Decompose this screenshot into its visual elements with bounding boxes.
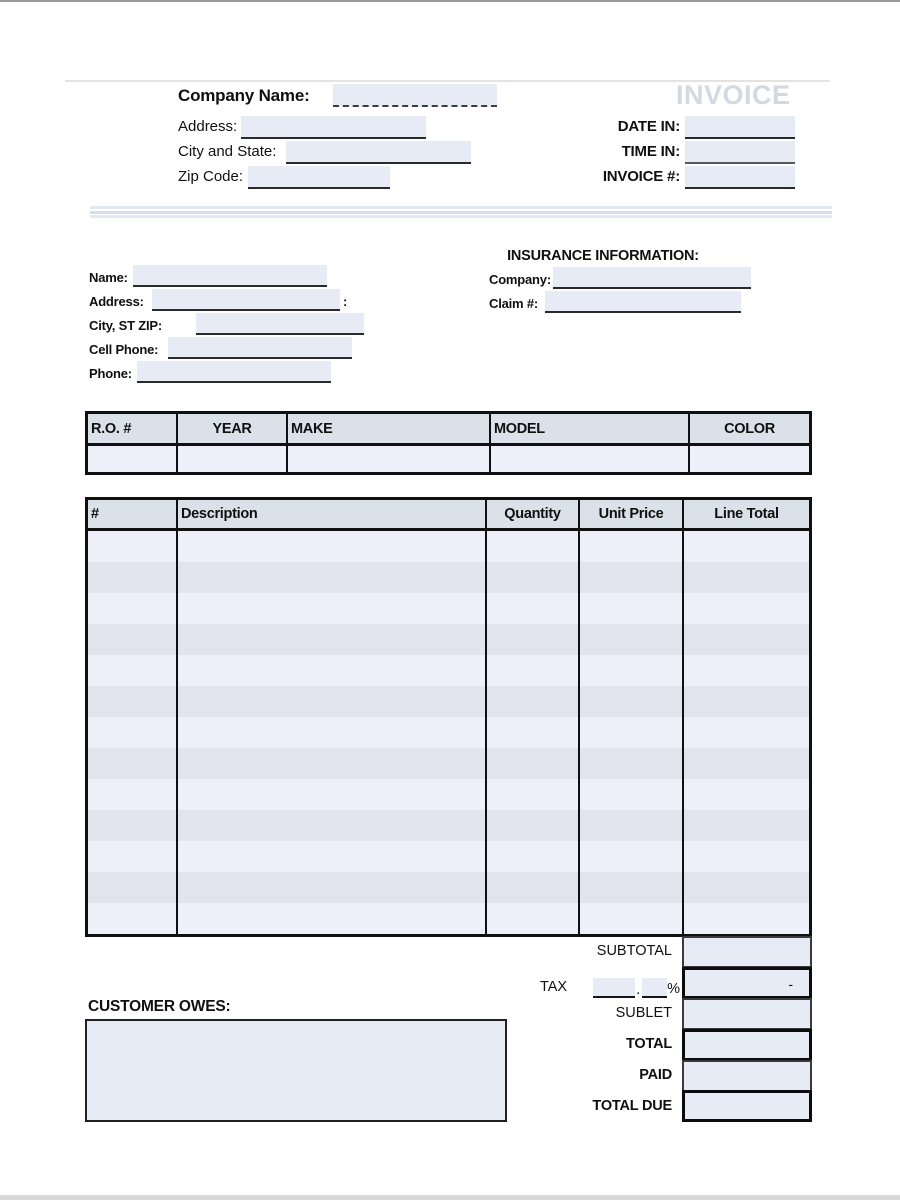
items-table-cell[interactable] bbox=[684, 562, 809, 593]
items-table-row bbox=[88, 624, 809, 655]
items-table-cell[interactable] bbox=[88, 748, 178, 779]
items-table-cell[interactable] bbox=[88, 841, 178, 872]
items-table-cell[interactable] bbox=[487, 872, 580, 903]
items-table-cell[interactable] bbox=[684, 593, 809, 624]
total-value-box[interactable] bbox=[682, 1029, 812, 1061]
customer-city-label: City, ST ZIP: bbox=[89, 318, 162, 333]
tax-decimal-point: . bbox=[636, 982, 641, 998]
items-table-cell[interactable] bbox=[178, 624, 487, 655]
top-edge-rule bbox=[0, 0, 900, 2]
customer-owes-label: CUSTOMER OWES: bbox=[88, 998, 231, 1015]
vehicle-header-color: COLOR bbox=[724, 420, 775, 437]
vehicle-table-row bbox=[88, 446, 809, 472]
vehicle-cell-ro[interactable] bbox=[88, 446, 178, 472]
items-table-cell[interactable] bbox=[487, 562, 580, 593]
items-table-cell[interactable] bbox=[684, 872, 809, 903]
items-table-cell[interactable] bbox=[88, 717, 178, 748]
company-city-state-field[interactable] bbox=[286, 141, 471, 164]
items-table-cell[interactable] bbox=[487, 593, 580, 624]
insurance-claim-field[interactable] bbox=[545, 291, 741, 313]
customer-name-field[interactable] bbox=[133, 265, 327, 287]
items-table-cell[interactable] bbox=[178, 872, 487, 903]
items-header-number: # bbox=[88, 500, 178, 528]
items-table-cell[interactable] bbox=[487, 841, 580, 872]
items-table-cell[interactable] bbox=[580, 593, 684, 624]
items-table-cell[interactable] bbox=[88, 562, 178, 593]
sublet-value-box[interactable] bbox=[682, 998, 812, 1030]
vehicle-cell-year[interactable] bbox=[178, 446, 288, 472]
items-table-cell[interactable] bbox=[684, 686, 809, 717]
invoice-watermark: INVOICE bbox=[676, 80, 791, 110]
items-table-cell[interactable] bbox=[487, 655, 580, 686]
items-header-line-total: Line Total bbox=[714, 506, 779, 522]
insurance-company-label: Company: bbox=[489, 272, 551, 287]
items-table-cell[interactable] bbox=[178, 717, 487, 748]
items-table-cell[interactable] bbox=[684, 717, 809, 748]
items-table-row bbox=[88, 655, 809, 686]
time-in-label: TIME IN: bbox=[621, 143, 680, 160]
items-table-cell[interactable] bbox=[88, 655, 178, 686]
tax-percent-whole-field[interactable] bbox=[593, 978, 635, 998]
items-header-quantity: Quantity bbox=[487, 500, 580, 528]
vehicle-header-make: MAKE bbox=[288, 414, 491, 443]
items-table-row bbox=[88, 903, 809, 934]
customer-city-field[interactable] bbox=[196, 313, 364, 335]
company-zip-field[interactable] bbox=[248, 166, 390, 189]
items-table-cell[interactable] bbox=[580, 903, 684, 934]
paid-label: PAID bbox=[639, 1067, 672, 1083]
items-table-cell[interactable] bbox=[487, 624, 580, 655]
subtotal-value-box[interactable] bbox=[682, 936, 812, 968]
items-table-cell[interactable] bbox=[580, 748, 684, 779]
items-table-cell[interactable] bbox=[487, 810, 580, 841]
vehicle-cell-color[interactable] bbox=[690, 446, 809, 472]
customer-address-label: Address: bbox=[89, 294, 144, 309]
company-city-state-label: City and State: bbox=[178, 143, 277, 160]
items-table-cell[interactable] bbox=[684, 748, 809, 779]
time-in-field[interactable] bbox=[685, 141, 795, 164]
date-in-field[interactable] bbox=[685, 116, 795, 139]
items-table-cell[interactable] bbox=[684, 841, 809, 872]
items-table-row bbox=[88, 686, 809, 717]
subtotal-label: SUBTOTAL bbox=[596, 943, 672, 959]
items-table-cell[interactable] bbox=[684, 531, 809, 562]
items-table-cell[interactable] bbox=[88, 903, 178, 934]
items-table-cell[interactable] bbox=[88, 686, 178, 717]
items-table-cell[interactable] bbox=[684, 779, 809, 810]
company-zip-label: Zip Code: bbox=[178, 168, 244, 185]
paid-value-box[interactable] bbox=[682, 1060, 812, 1092]
total-due-value-box[interactable] bbox=[682, 1090, 812, 1122]
items-table-row bbox=[88, 748, 809, 779]
items-table-row bbox=[88, 717, 809, 748]
items-table-cell[interactable] bbox=[178, 686, 487, 717]
insurance-title: INSURANCE INFORMATION: bbox=[507, 248, 699, 264]
vehicle-table bbox=[85, 411, 812, 475]
items-table-row bbox=[88, 841, 809, 872]
vehicle-cell-model[interactable] bbox=[491, 446, 690, 472]
tax-percent-fraction-field[interactable] bbox=[642, 978, 667, 998]
items-table bbox=[85, 497, 812, 937]
items-table-cell[interactable] bbox=[580, 531, 684, 562]
items-table-cell[interactable] bbox=[178, 903, 487, 934]
customer-cell-label: Cell Phone: bbox=[89, 342, 159, 357]
vehicle-header-ro: R.O. # bbox=[88, 414, 178, 443]
items-table-cell[interactable] bbox=[88, 593, 178, 624]
items-table-cell[interactable] bbox=[684, 624, 809, 655]
items-table-cell[interactable] bbox=[178, 748, 487, 779]
items-table-cell[interactable] bbox=[88, 779, 178, 810]
sublet-label: SUBLET bbox=[615, 1005, 672, 1021]
items-table-cell[interactable] bbox=[580, 841, 684, 872]
vehicle-cell-make[interactable] bbox=[288, 446, 491, 472]
items-table-cell[interactable] bbox=[88, 624, 178, 655]
vehicle-header-model: MODEL bbox=[491, 414, 690, 443]
items-table-cell[interactable] bbox=[580, 562, 684, 593]
items-table-cell[interactable] bbox=[487, 903, 580, 934]
customer-phone-field[interactable] bbox=[137, 361, 331, 383]
company-address-label: Address: bbox=[178, 118, 238, 135]
items-table-row bbox=[88, 593, 809, 624]
date-in-label: DATE IN: bbox=[617, 118, 680, 135]
company-address-field[interactable] bbox=[241, 116, 426, 139]
customer-owes-box[interactable] bbox=[85, 1019, 507, 1122]
items-table-cell[interactable] bbox=[88, 531, 178, 562]
customer-address-field[interactable] bbox=[152, 289, 340, 311]
company-name-label: Company Name: bbox=[178, 86, 310, 105]
items-table-cell[interactable] bbox=[88, 810, 178, 841]
total-due-label: TOTAL DUE bbox=[592, 1098, 672, 1114]
tax-percent-sign: % bbox=[667, 981, 680, 997]
items-table-cell[interactable] bbox=[178, 810, 487, 841]
items-table-cell[interactable] bbox=[580, 717, 684, 748]
items-table-cell[interactable] bbox=[580, 624, 684, 655]
items-table-cell[interactable] bbox=[684, 655, 809, 686]
items-table-cell[interactable] bbox=[580, 779, 684, 810]
items-table-header bbox=[88, 500, 809, 531]
invoice-number-label: INVOICE #: bbox=[602, 168, 680, 185]
customer-name-label: Name: bbox=[89, 270, 128, 285]
items-table-cell[interactable] bbox=[178, 655, 487, 686]
items-table-cell[interactable] bbox=[178, 562, 487, 593]
company-name-field[interactable] bbox=[333, 84, 497, 107]
insurance-company-field[interactable] bbox=[553, 267, 751, 289]
items-table-cell[interactable] bbox=[178, 779, 487, 810]
customer-cell-field[interactable] bbox=[168, 337, 352, 359]
items-table-cell[interactable] bbox=[487, 779, 580, 810]
items-table-cell[interactable] bbox=[580, 686, 684, 717]
items-header-description: Description bbox=[178, 500, 487, 528]
items-header-unit-price: Unit Price bbox=[580, 500, 684, 528]
insurance-claim-label: Claim #: bbox=[489, 296, 538, 311]
items-table-cell[interactable] bbox=[487, 686, 580, 717]
items-table-cell[interactable] bbox=[684, 810, 809, 841]
vehicle-header-year: YEAR bbox=[178, 414, 288, 443]
items-table-row bbox=[88, 810, 809, 841]
items-table-row bbox=[88, 779, 809, 810]
items-table-cell[interactable] bbox=[580, 872, 684, 903]
items-table-cell[interactable] bbox=[580, 655, 684, 686]
items-table-row bbox=[88, 872, 809, 903]
items-table-row bbox=[88, 562, 809, 593]
bottom-edge-rule bbox=[0, 1195, 900, 1200]
vehicle-table-header bbox=[88, 414, 809, 446]
customer-address-suffix: : bbox=[343, 294, 348, 309]
items-table-cell[interactable] bbox=[684, 903, 809, 934]
invoice-number-field[interactable] bbox=[685, 166, 795, 189]
items-table-cell[interactable] bbox=[487, 748, 580, 779]
items-table-cell[interactable] bbox=[178, 841, 487, 872]
total-label: TOTAL bbox=[626, 1036, 672, 1052]
items-table-cell[interactable] bbox=[580, 810, 684, 841]
items-table-cell[interactable] bbox=[88, 872, 178, 903]
items-table-cell[interactable] bbox=[487, 717, 580, 748]
customer-phone-label: Phone: bbox=[89, 366, 132, 381]
items-table-cell[interactable] bbox=[178, 593, 487, 624]
tax-row bbox=[380, 967, 680, 998]
items-table-body bbox=[88, 531, 809, 934]
items-table-cell[interactable] bbox=[178, 531, 487, 562]
tax-label: TAX bbox=[539, 979, 568, 995]
section-divider bbox=[90, 206, 832, 218]
tax-value-box[interactable]: - bbox=[682, 967, 812, 999]
items-table-cell[interactable] bbox=[487, 531, 580, 562]
items-table-row bbox=[88, 531, 809, 562]
